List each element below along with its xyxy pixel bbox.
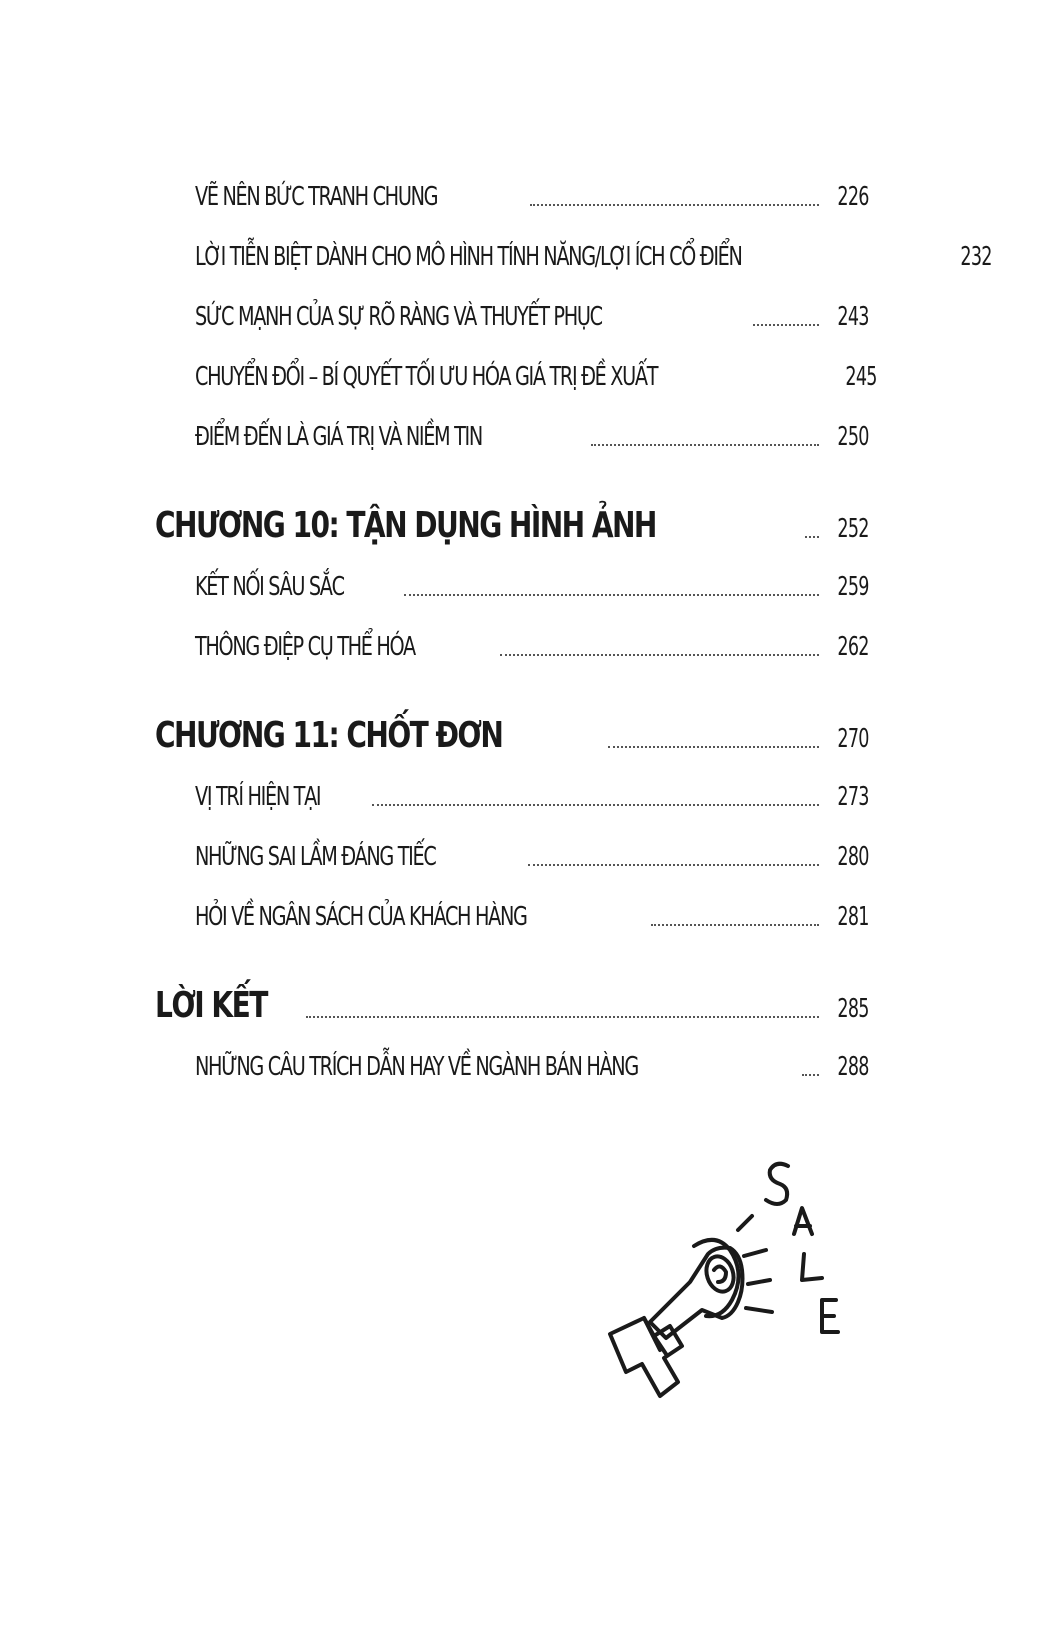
dot-leader [404, 594, 819, 596]
toc-chapter-title: LỜI KẾT [155, 985, 267, 1026]
toc-entry-page: 259 [837, 572, 869, 602]
toc-entry-title: VỊ TRÍ HIỆN TẠI [195, 782, 321, 812]
toc-entry-title: ĐIỂM ĐẾN LÀ GIÁ TRỊ VÀ NIỀM TIN [195, 422, 482, 452]
toc-entry-title: THÔNG ĐIỆP CỤ THỂ HÓA [195, 632, 415, 662]
dot-leader [608, 746, 819, 748]
toc-entry[interactable] [195, 230, 992, 274]
toc-chapter-title: CHƯƠNG 11: CHỐT ĐƠN [155, 715, 503, 756]
toc-entry-page: 273 [837, 782, 869, 812]
toc-entry-page: 232 [960, 242, 992, 272]
sale-letters [766, 1164, 838, 1332]
toc-chapter-page: 270 [837, 724, 869, 754]
toc-entry-title: SỨC MẠNH CỦA SỰ RÕ RÀNG VÀ THUYẾT PHỤC [195, 302, 602, 332]
dot-leader [802, 1074, 820, 1076]
toc-entry-page: 280 [837, 842, 869, 872]
toc-entry-page: 281 [837, 902, 869, 932]
toc-entry-title: NHỮNG CÂU TRÍCH DẪN HAY VỀ NGÀNH BÁN HÀNG [195, 1052, 638, 1082]
dot-leader [530, 204, 819, 206]
dot-leader [805, 536, 819, 538]
letter-e-icon [822, 1300, 838, 1332]
toc-chapter-page: 285 [837, 994, 869, 1024]
dot-leader [306, 1016, 819, 1018]
megaphone-icon [610, 1216, 772, 1396]
letter-s-icon [766, 1164, 788, 1204]
dot-leader [651, 924, 819, 926]
toc-entry[interactable] [195, 890, 869, 934]
toc-entry[interactable] [195, 410, 869, 454]
toc-entry[interactable] [195, 620, 869, 664]
toc-entry-title: NHỮNG SAI LẦM ĐÁNG TIẾC [195, 842, 436, 872]
toc-chapter-page: 252 [837, 514, 869, 544]
megaphone-sale-illustration [590, 1150, 860, 1410]
toc-entry-title: HỎI VỀ NGÂN SÁCH CỦA KHÁCH HÀNG [195, 902, 527, 932]
toc-entry-page: 243 [837, 302, 869, 332]
toc-entry-page: 262 [837, 632, 869, 662]
toc-entry-title: CHUYỂN ĐỔI – BÍ QUYẾT TỐI ƯU HÓA GIÁ TRỊ ĐỀ XUẤT [195, 362, 658, 392]
toc-chapter[interactable] [155, 492, 869, 546]
dot-leader [753, 324, 820, 326]
toc-chapter[interactable] [155, 972, 869, 1026]
toc-entry-page: 245 [845, 362, 878, 392]
dot-leader [591, 444, 820, 446]
toc-entry[interactable] [195, 1040, 869, 1084]
toc-entry[interactable] [195, 560, 869, 604]
toc-entry[interactable] [195, 770, 869, 814]
dot-leader [500, 654, 819, 656]
toc-entry-title: LỜI TIỄN BIỆT DÀNH CHO MÔ HÌNH TÍNH NĂNG/LỢI ÍCH CỔ ĐIỂN [195, 242, 742, 272]
dot-leader [528, 864, 819, 866]
toc-entry-page: 250 [837, 422, 869, 452]
toc-entry[interactable] [195, 290, 869, 334]
toc-entry[interactable] [195, 830, 869, 874]
dot-leader [372, 804, 819, 806]
toc-entry-title: KẾT NỐI SÂU SẮC [195, 572, 344, 602]
toc-entry-title: VẼ NÊN BỨC TRANH CHUNG [195, 182, 438, 212]
toc-entry-page: 226 [837, 182, 869, 212]
toc-entry-page: 288 [837, 1052, 869, 1082]
toc-entry[interactable] [195, 170, 869, 214]
letter-l-icon [802, 1254, 822, 1280]
toc-entry[interactable] [195, 350, 878, 394]
toc-chapter-title: CHƯƠNG 10: TẬN DỤNG HÌNH ẢNH [155, 505, 656, 546]
letter-a-icon [794, 1208, 812, 1234]
toc-chapter[interactable] [155, 702, 869, 756]
